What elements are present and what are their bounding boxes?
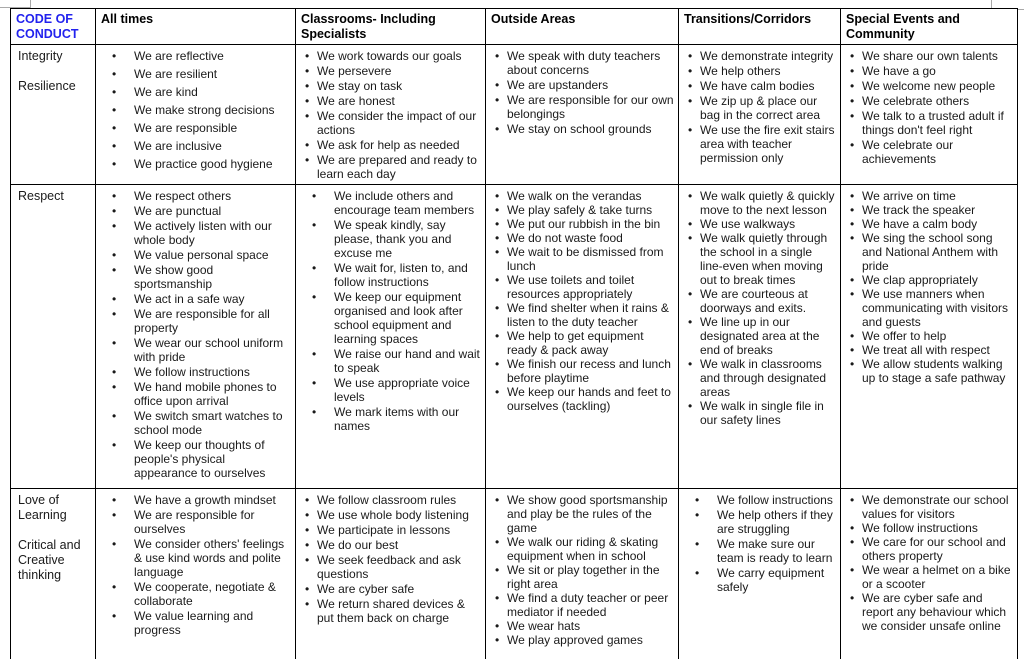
conduct-item: • We are courteous at doorways and exits.	[688, 287, 836, 315]
cell-learning-special-events	[841, 489, 1018, 659]
conduct-item: • We hand mobile phones to office upon arrival	[112, 380, 291, 408]
cell-respect-transitions	[679, 185, 841, 489]
conduct-item: • We value personal space	[112, 248, 291, 262]
conduct-item: • We welcome new people	[850, 79, 1013, 93]
conduct-item: • We are responsible for all property	[112, 307, 291, 335]
conduct-item: • We do our best	[305, 538, 481, 552]
conduct-item: • We sing the school song and National Anthem with pride	[850, 231, 1013, 273]
conduct-item: • We are cyber safe and report any behaviour which we consider unsafe online	[850, 591, 1013, 633]
conduct-item: • We talk to a trusted adult if things don't feel right	[850, 109, 1013, 137]
cell-integrity-all-times	[96, 45, 296, 185]
conduct-item: • We are inclusive	[112, 139, 291, 153]
conduct-item: • We care for our school and others property	[850, 535, 1013, 563]
conduct-item: • We carry equipment safely	[695, 566, 836, 594]
conduct-item: • We follow instructions	[695, 493, 836, 507]
conduct-item: • We arrive on time	[850, 189, 1013, 203]
conduct-list	[490, 49, 674, 136]
conduct-item: • We follow instructions	[112, 365, 291, 379]
conduct-item: • We play safely & take turns	[495, 203, 674, 217]
conduct-item: • We respect others	[112, 189, 291, 203]
table-row-integrity-resilience	[11, 45, 1018, 185]
conduct-item: • We offer to help	[850, 329, 1013, 343]
conduct-item: • We treat all with respect	[850, 343, 1013, 357]
conduct-item: • We use appropriate voice levels	[312, 376, 481, 404]
conduct-list	[683, 493, 836, 594]
conduct-item: • We actively listen with our whole body	[112, 219, 291, 247]
conduct-item: • We wear hats	[495, 619, 674, 633]
conduct-list	[490, 493, 674, 647]
conduct-item: • We zip up & place our bag in the correct area	[688, 94, 836, 122]
cell-learning-outside	[486, 489, 679, 659]
header-row	[11, 9, 1018, 45]
row-label-line: Love of Learning	[18, 493, 67, 522]
conduct-item: • We stay on task	[305, 79, 481, 93]
conduct-item: • We find shelter when it rains & listen to the duty teacher	[495, 301, 674, 329]
conduct-item: • We cooperate, negotiate & collaborate	[112, 580, 291, 608]
conduct-item: • We act in a safe way	[112, 292, 291, 306]
cell-respect-special-events	[841, 185, 1018, 489]
conduct-item: • We make sure our team is ready to learn	[695, 537, 836, 565]
conduct-item: • We use whole body listening	[305, 508, 481, 522]
conduct-item: • We work towards our goals	[305, 49, 481, 63]
conduct-item: • We celebrate others	[850, 94, 1013, 108]
conduct-item: • We play approved games	[495, 633, 674, 647]
conduct-item: • We ask for help as needed	[305, 138, 481, 152]
conduct-item: • We are honest	[305, 94, 481, 108]
header-transitions-corridors: Transitions/Corridors	[679, 9, 841, 45]
conduct-item: • We are responsible for our own belongings	[495, 93, 674, 121]
conduct-item: • We are responsible	[112, 121, 291, 135]
row-label-lines	[18, 493, 91, 583]
conduct-item: • We keep our hands and feet to ourselves (tackling)	[495, 385, 674, 413]
cell-respect-all-times	[96, 185, 296, 489]
table-row-respect	[11, 185, 1018, 489]
conduct-item: • We walk on the verandas	[495, 189, 674, 203]
table-row-love-of-learning	[11, 489, 1018, 659]
conduct-item: • We walk in single file in our safety lines	[688, 399, 836, 427]
conduct-list	[100, 189, 291, 480]
cell-integrity-classrooms	[296, 45, 486, 185]
conduct-item: • We find a duty teacher or peer mediator if needed	[495, 591, 674, 619]
conduct-item: • We walk in classrooms and through designated areas	[688, 357, 836, 399]
conduct-item: • We have a calm body	[850, 217, 1013, 231]
row-label-line: Respect	[18, 189, 64, 203]
conduct-item: • We seek feedback and ask questions	[305, 553, 481, 581]
conduct-item: • We demonstrate integrity	[688, 49, 836, 63]
conduct-list	[300, 493, 481, 625]
cell-learning-classrooms	[296, 489, 486, 659]
conduct-item: • We participate in lessons	[305, 523, 481, 537]
code-of-conduct-table	[10, 8, 1018, 659]
conduct-item: • We show good sportsmanship and play be the rules of the game	[495, 493, 674, 535]
row-label-integrity-resilience	[11, 45, 96, 185]
conduct-item: • We track the speaker	[850, 203, 1013, 217]
conduct-item: • We use the fire exit stairs area with teacher permission only	[688, 123, 836, 165]
conduct-item: • We show good sportsmanship	[112, 263, 291, 291]
conduct-item: • We have a go	[850, 64, 1013, 78]
cell-integrity-transitions	[679, 45, 841, 185]
cell-integrity-special-events	[841, 45, 1018, 185]
cell-respect-classrooms	[296, 185, 486, 489]
conduct-item: • We help others if they are struggling	[695, 508, 836, 536]
conduct-item: • We wait for, listen to, and follow instructions	[312, 261, 481, 289]
row-label-love-of-learning	[11, 489, 96, 659]
conduct-item: • We walk quietly & quickly move to the next lesson	[688, 189, 836, 217]
conduct-item: • We share our own talents	[850, 49, 1013, 63]
conduct-item: • We sit or play together in the right area	[495, 563, 674, 591]
cell-learning-transitions	[679, 489, 841, 659]
conduct-item: • We put our rubbish in the bin	[495, 217, 674, 231]
conduct-item: • We demonstrate our school values for visitors	[850, 493, 1013, 521]
conduct-item: • We make strong decisions	[112, 103, 291, 117]
row-label-line: Critical and Creative thinking	[18, 538, 81, 582]
conduct-item: • We help to get equipment ready & pack away	[495, 329, 674, 357]
row-label-line: Integrity	[18, 49, 63, 63]
header-all-times: All times	[96, 9, 296, 45]
conduct-item: • We practice good hygiene	[112, 157, 291, 171]
conduct-item: • We wait to be dismissed from lunch	[495, 245, 674, 273]
conduct-item: • We consider the impact of our actions	[305, 109, 481, 137]
conduct-list	[300, 49, 481, 181]
conduct-item: • We use toilets and toilet resources appropriately	[495, 273, 674, 301]
conduct-item: • We use manners when communicating with visitors and guests	[850, 287, 1013, 329]
row-label-line: Resilience	[18, 79, 76, 93]
conduct-item: • We mark items with our names	[312, 405, 481, 433]
conduct-list	[490, 189, 674, 413]
conduct-item: • We line up in our designated area at the end of breaks	[688, 315, 836, 357]
row-label-lines	[18, 189, 91, 204]
conduct-item: • We follow classroom rules	[305, 493, 481, 507]
conduct-item: • We follow instructions	[850, 521, 1013, 535]
header-outside-areas: Outside Areas	[486, 9, 679, 45]
row-label-lines	[18, 49, 91, 94]
conduct-item: • We speak with duty teachers about concerns	[495, 49, 674, 77]
conduct-item: • We wear a helmet on a bike or a scooter	[850, 563, 1013, 591]
page-edge-artifact-left	[0, 0, 31, 8]
header-code-of-conduct: CODE OF CONDUCT	[11, 9, 96, 45]
conduct-item: • We walk our riding & skating equipment when in school	[495, 535, 674, 563]
conduct-item: • We consider others' feelings & use kind words and polite language	[112, 537, 291, 579]
conduct-list	[845, 493, 1013, 633]
conduct-item: • We value learning and progress	[112, 609, 291, 637]
conduct-item: • We raise our hand and wait to speak	[312, 347, 481, 375]
conduct-item: • We are kind	[112, 85, 291, 99]
conduct-list	[100, 493, 291, 637]
conduct-item: • We help others	[688, 64, 836, 78]
row-label-respect	[11, 185, 96, 489]
cell-respect-outside	[486, 185, 679, 489]
header-special-events: Special Events and Community	[841, 9, 1018, 45]
cell-learning-all-times	[96, 489, 296, 659]
conduct-item: • We use walkways	[688, 217, 836, 231]
conduct-item: • We are upstanders	[495, 78, 674, 92]
conduct-item: • We stay on school grounds	[495, 122, 674, 136]
conduct-item: • We return shared devices & put them back on charge	[305, 597, 481, 625]
conduct-item: • We are prepared and ready to learn each day	[305, 153, 481, 181]
conduct-item: • We have calm bodies	[688, 79, 836, 93]
conduct-item: • We are cyber safe	[305, 582, 481, 596]
conduct-item: • We clap appropriately	[850, 273, 1013, 287]
conduct-item: • We are reflective	[112, 49, 291, 63]
conduct-item: • We switch smart watches to school mode	[112, 409, 291, 437]
conduct-item: • We allow students walking up to stage a safe pathway	[850, 357, 1013, 385]
conduct-item: • We are punctual	[112, 204, 291, 218]
conduct-list	[845, 189, 1013, 385]
conduct-item: • We have a growth mindset	[112, 493, 291, 507]
conduct-item: • We wear our school uniform with pride	[112, 336, 291, 364]
conduct-item: • We do not waste food	[495, 231, 674, 245]
header-classrooms: Classrooms- Including Specialists	[296, 9, 486, 45]
conduct-item: • We walk quietly through the school in a single line-even when moving out to break times	[688, 231, 836, 287]
cell-integrity-outside	[486, 45, 679, 185]
conduct-list	[683, 189, 836, 427]
conduct-list	[845, 49, 1013, 166]
conduct-list	[300, 189, 481, 433]
conduct-item: • We celebrate our achievements	[850, 138, 1013, 166]
conduct-list	[683, 49, 836, 165]
conduct-item: • We keep our thoughts of people's physical appearance to ourselves	[112, 438, 291, 480]
conduct-item: • We speak kindly, say please, thank you and excuse me	[312, 218, 481, 260]
conduct-item: • We keep our equipment organised and look after school equipment and learning spaces	[312, 290, 481, 346]
conduct-item: • We are responsible for ourselves	[112, 508, 291, 536]
conduct-item: • We include others and encourage team members	[312, 189, 481, 217]
conduct-item: • We finish our recess and lunch before playtime	[495, 357, 674, 385]
conduct-item: • We are resilient	[112, 67, 291, 81]
conduct-list	[100, 49, 291, 171]
conduct-item: • We persevere	[305, 64, 481, 78]
